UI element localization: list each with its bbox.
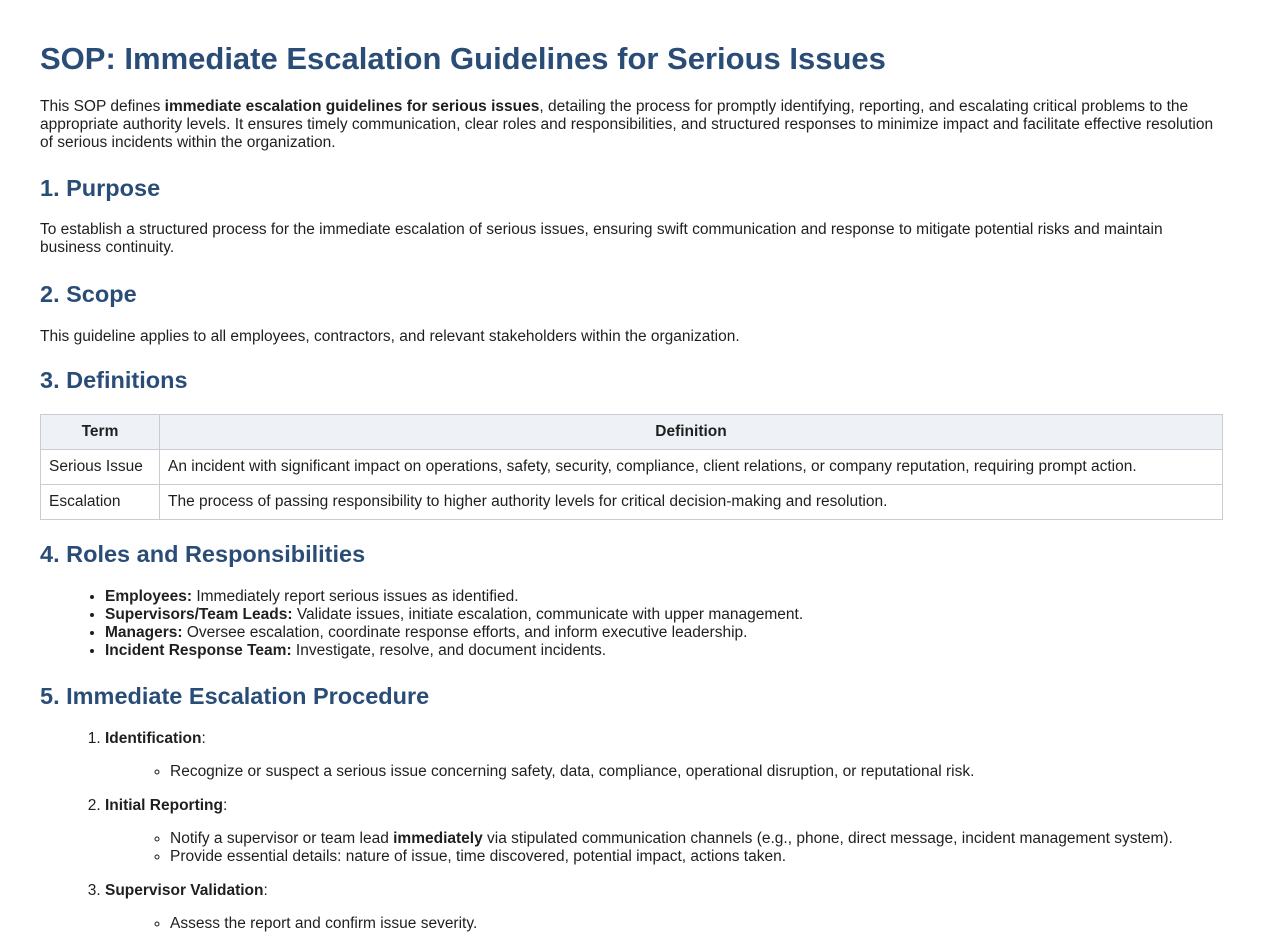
procedure-step [105,882,1223,933]
step-title-suffix: : [263,882,268,899]
roles-heading: 4. Roles and Responsibilities [40,541,366,567]
term-cell: Escalation [41,485,160,520]
list-item [170,830,1223,848]
role-description: Validate issues, initiate escalation, communicate with upper management. [292,606,804,623]
intro-bold-text: immediate escalation guidelines for serious issues [164,98,540,115]
role-name: Supervisors/Team Leads: [105,606,293,623]
list-item [105,624,1223,642]
definitions-heading: 3. Definitions [40,367,188,393]
procedure-step [105,730,1223,781]
procedure-steps-list [40,730,1223,933]
list-item [105,642,1223,660]
step-title: Identification [105,730,202,747]
step-substeps [105,915,1223,933]
term-cell: Serious Issue [41,450,160,485]
substep-text-end: via stipulated communication channels (e.g., phone, direct message, incident management system). [482,830,1173,847]
purpose-heading: 1. Purpose [40,175,161,201]
substep-text: Recognize or suspect a serious issue concerning safety, data, compliance, operational disruption, or reputational risk. [170,763,975,780]
page-title: SOP: Immediate Escalation Guidelines for Serious Issues [40,41,886,76]
step-substeps [105,763,1223,781]
scope-heading: 2. Scope [40,281,137,307]
definitions-table [40,414,1223,520]
definition-cell: The process of passing responsibility to higher authority levels for critical decision-making and resolution. [160,485,1223,520]
table-header-row [41,415,1223,450]
role-name: Incident Response Team: [105,642,292,659]
list-item [105,606,1223,624]
list-item [105,588,1223,606]
role-name: Employees: [105,588,193,605]
intro-paragraph [40,98,1223,152]
step-title: Initial Reporting [105,797,223,814]
procedure-step [105,797,1223,866]
step-title-suffix: : [201,730,206,747]
step-title: Supervisor Validation [105,882,264,899]
column-header-term: Term [41,415,160,450]
roles-list [40,588,1223,660]
intro-text-end: , detailing the process for promptly identifying, reporting, and escalating critical problems to the appropriate authority levels. It ensures timely communication, clear roles and responsibilities, and structured responses to minimize impact and facilitate effective resolution of serious incidents within the organization. [40,98,1214,151]
table-row [41,485,1223,520]
substep-text: Notify a supervisor or team lead [170,830,394,847]
definition-cell: An incident with significant impact on operations, safety, security, compliance, client relations, or company reputation, requiring prompt action. [160,450,1223,485]
scope-text: This guideline applies to all employees, contractors, and relevant stakeholders within the organization. [40,328,740,345]
sop-document [40,0,1223,949]
step-substeps [105,830,1223,866]
role-description: Immediately report serious issues as identified. [192,588,519,605]
table-row [41,450,1223,485]
procedure-heading: 5. Immediate Escalation Procedure [40,683,430,709]
column-header-definition: Definition [160,415,1223,450]
purpose-text: To establish a structured process for the immediate escalation of serious issues, ensuring swift communication and response to mitigate potential risks and maintain business continuity. [40,221,1163,256]
substep-text: Assess the report and confirm issue severity. [170,915,478,932]
intro-text-start: This SOP defines [40,98,165,115]
list-item [170,763,1223,781]
substep-text: Provide essential details: nature of issue, time discovered, potential impact, actions taken. [170,848,787,865]
role-name: Managers: [105,624,183,641]
role-description: Oversee escalation, coordinate response efforts, and inform executive leadership. [182,624,748,641]
list-item [170,848,1223,866]
step-title-suffix: : [222,797,228,814]
list-item [170,915,1223,933]
role-description: Investigate, resolve, and document incidents. [291,642,607,659]
substep-bold-text: immediately [393,830,483,847]
